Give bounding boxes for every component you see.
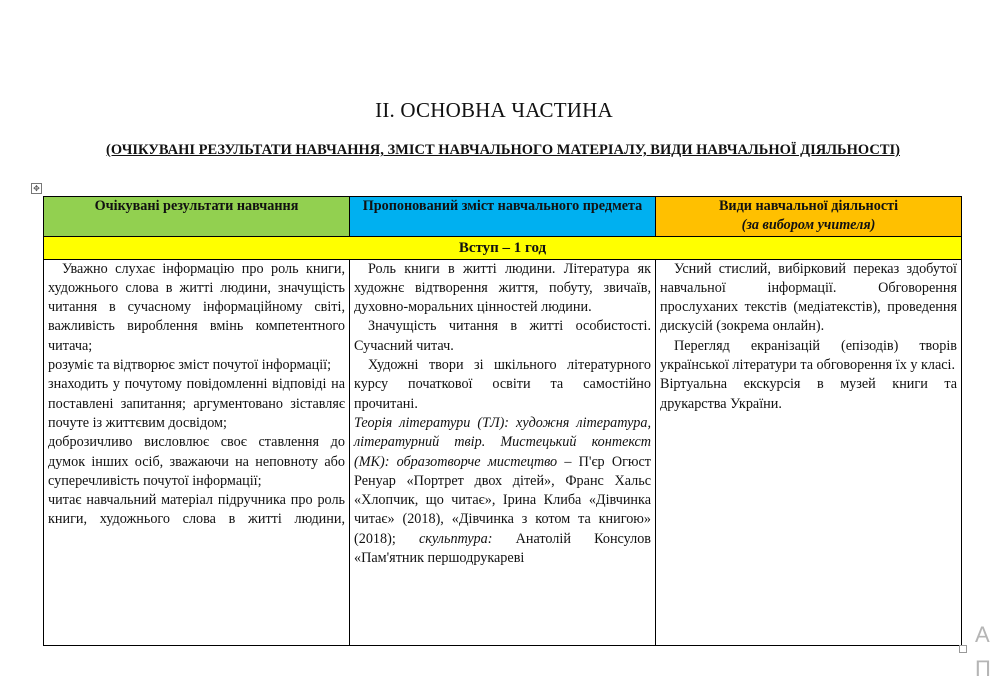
theory-text: Теорія літератури (ТЛ): художня література, літературний твір. Мистецький контекст (МК): образотворче мистецтво <box>354 414 651 470</box>
content-paragraph: Значущість читання в житті особистості. Сучасний читач. <box>354 318 651 354</box>
cell-expected-results[interactable] <box>44 259 350 645</box>
table-body-row <box>44 259 962 645</box>
header-proposed-content: Пропонований зміст навчального предмета <box>350 197 656 237</box>
activity-item: Перегляд екранізацій (епізодів) творів української літератури та обговорення їх у класі. <box>660 337 957 374</box>
intro-section-row <box>44 236 962 259</box>
header-activity-types-note: (за вибором учителя) <box>741 217 876 234</box>
result-item: знаходить у почутому повідомленні відповіді на поставлені запитання; аргументовано зіставляє почуте із життєвим досвідом; <box>48 376 345 431</box>
curriculum-table <box>43 196 962 646</box>
table-resize-handle[interactable] <box>959 645 967 653</box>
edge-letter: П <box>975 656 991 681</box>
header-activity-types-label: Види навчальної діяльності <box>718 198 899 214</box>
edge-letter: А <box>975 622 990 647</box>
header-expected-results: Очікувані результати навчання <box>44 197 350 237</box>
cell-activity-types[interactable] <box>656 259 962 645</box>
result-item: доброзичливо висловлює своє ставлення до думок інших осіб, зважаючи на неповноту або суперечливість почутої інформації; <box>48 434 345 489</box>
sculpture-label: скульптура: <box>418 530 493 547</box>
section-title: ІІ. ОСНОВНА ЧАСТИНА <box>375 98 613 122</box>
content-paragraph: Художні твори зі шкільного літературного курсу початкової освіти та самостійно прочитані. <box>354 357 651 412</box>
intro-section-label: Вступ – 1 год <box>44 236 962 259</box>
result-item: розуміє та відтворює зміст почутої інформації; <box>48 357 332 374</box>
table-header-row <box>44 197 962 237</box>
section-subtitle: (ОЧІКУВАНІ РЕЗУЛЬТАТИ НАВЧАННЯ, ЗМІСТ НАВЧАЛЬНОГО МАТЕРІАЛУ, ВИДИ НАВЧАЛЬНОЇ ДІЯЛЬНОСТІ) <box>105 142 900 158</box>
sculpture-text: Анатолій Консулов «Пам'ятник першодрукареві <box>354 530 651 567</box>
result-item: Уважно слухає інформацію про роль книги, художнього слова в житті людини, значущість читання в сучасному інформаційному світі, важливість вироблення вмінь компетентного читача; <box>48 260 345 354</box>
activity-item: Усний стислий, вибірковий переказ здобутої навчальної інформації. Обговорення прослуханих текстів (медіатекстів), проведення дискусій (зокрема онлайн). <box>660 260 957 335</box>
content-paragraph: Роль книги в житті людини. Література як художнє відтворення життя, побуту, звичаїв, духовно-моральних цінностей людини. <box>354 260 651 316</box>
cell-proposed-content[interactable] <box>350 259 656 645</box>
artworks-text: – П'єр Огюст Ренуар «Портрет двох дітей», Франс Хальс «Хлопчик, що читає», Ірина Клиба «Дівчинка читає» (2018), «Дівчинка з котом та книгою» (2018); <box>354 453 651 547</box>
content-paragraph <box>354 414 651 568</box>
activity-item: Віртуальна екскурсія в музей книги та друкарства України. <box>660 376 957 412</box>
table-move-handle-icon[interactable]: ✥ <box>31 183 42 194</box>
result-item: читає навчальний матеріал підручника про роль книги, художнього слова в житті людини, <box>48 492 345 528</box>
header-activity-types <box>656 197 962 237</box>
